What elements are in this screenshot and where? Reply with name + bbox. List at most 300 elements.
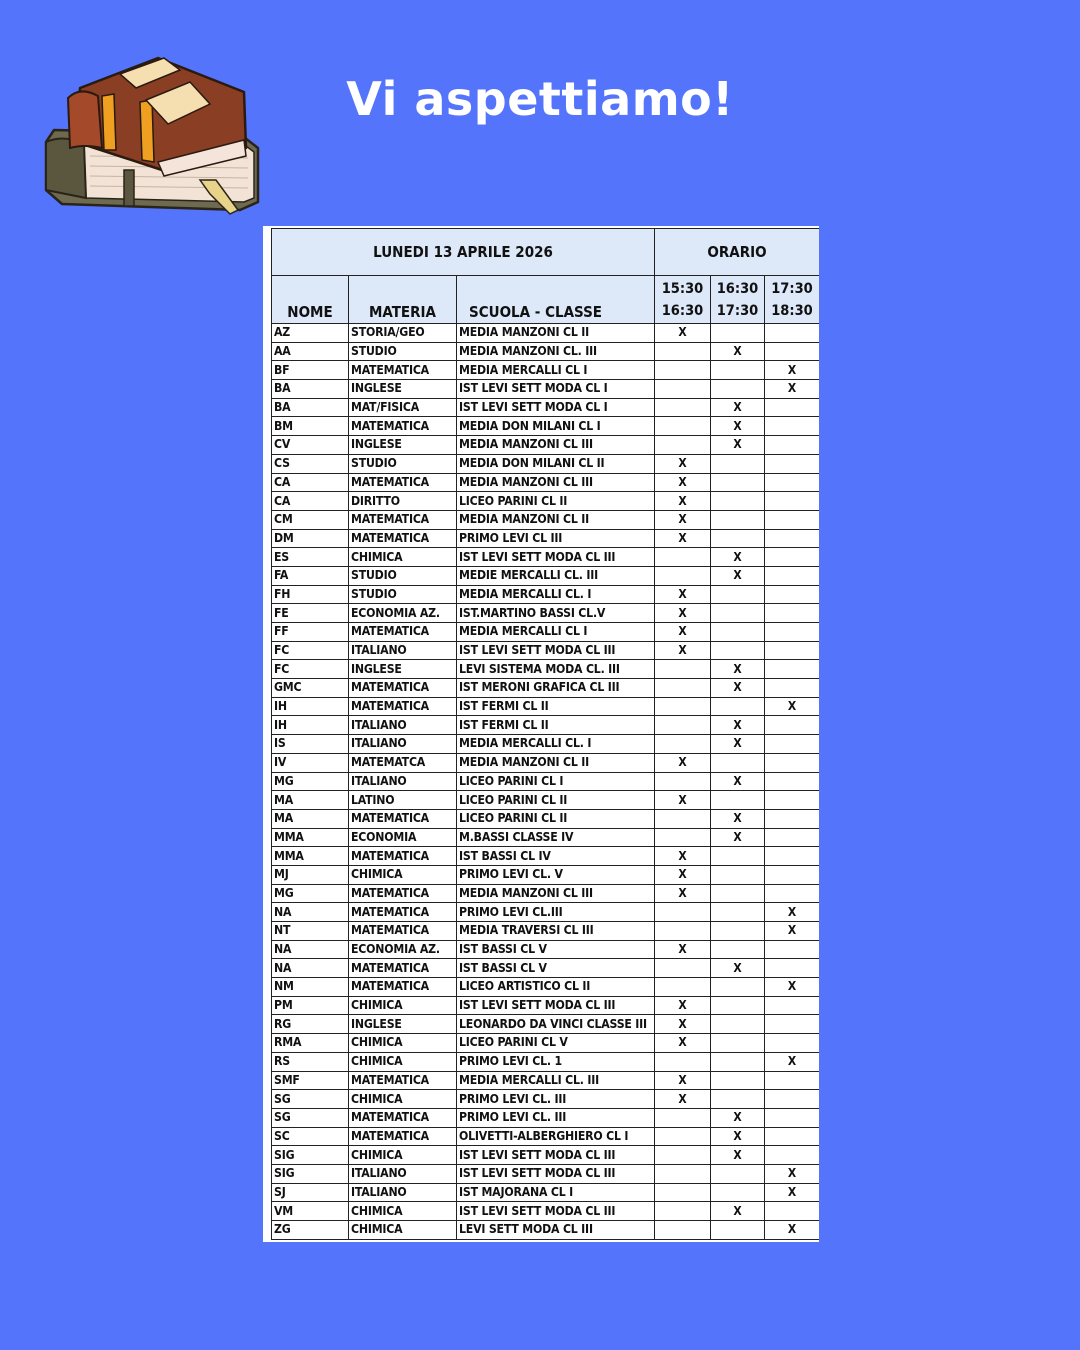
table-row (272, 940, 820, 959)
table-row (272, 828, 820, 847)
schedule-sheet (263, 226, 819, 1242)
table-row (272, 398, 820, 417)
cell-scuola: PRIMO LEVI CL.III (457, 903, 655, 922)
slot-start: 17:30 (771, 280, 813, 297)
slot-cell (655, 679, 711, 698)
cell-nome: DM (272, 529, 349, 548)
slot-mark: X (765, 922, 820, 941)
cell-materia: MATEMATICA (349, 922, 457, 941)
slot-mark: X (711, 716, 765, 735)
cell-scuola: PRIMO LEVI CL. III (457, 1090, 655, 1109)
slot-cell (765, 1090, 820, 1109)
slot-mark: X (655, 1034, 711, 1053)
cell-materia: MATEMATICA (349, 959, 457, 978)
slot-cell (765, 641, 820, 660)
cell-nome: FC (272, 641, 349, 660)
cell-nome: MG (272, 772, 349, 791)
slot-mark: X (655, 454, 711, 473)
cell-scuola: MEDIE MERCALLI CL. III (457, 566, 655, 585)
slot-mark: X (711, 1146, 765, 1165)
table-row (272, 1034, 820, 1053)
cell-materia: MATEMATICA (349, 510, 457, 529)
table-row (272, 697, 820, 716)
cell-scuola: MEDIA MERCALLI CL. I (457, 735, 655, 754)
table-row (272, 529, 820, 548)
cell-scuola: LICEO PARINI CL V (457, 1034, 655, 1053)
slot-mark: X (765, 1183, 820, 1202)
slot-cell (711, 791, 765, 810)
time-slot-header (765, 276, 820, 324)
slot-mark: X (765, 1164, 820, 1183)
cell-nome: SIG (272, 1146, 349, 1165)
cell-nome: MMA (272, 828, 349, 847)
slot-cell (765, 1146, 820, 1165)
slot-cell (711, 529, 765, 548)
cell-scuola: LEVI SISTEMA MODA CL. III (457, 660, 655, 679)
slot-cell (655, 1052, 711, 1071)
cell-materia: ECONOMIA AZ. (349, 940, 457, 959)
table-row (272, 342, 820, 361)
schedule-table (271, 228, 819, 1240)
slot-mark: X (711, 398, 765, 417)
cell-materia: ECONOMIA (349, 828, 457, 847)
slot-mark: X (765, 361, 820, 380)
cell-materia: STORIA/GEO (349, 324, 457, 343)
cell-scuola: MEDIA MANZONI CL. III (457, 342, 655, 361)
slot-mark: X (711, 417, 765, 436)
slot-mark: X (765, 1052, 820, 1071)
slot-cell (711, 1071, 765, 1090)
cell-scuola: LICEO PARINI CL II (457, 791, 655, 810)
cell-nome: MG (272, 884, 349, 903)
cell-materia: STUDIO (349, 566, 457, 585)
slot-mark: X (711, 809, 765, 828)
slot-mark: X (655, 473, 711, 492)
slot-cell (711, 1034, 765, 1053)
cell-scuola: OLIVETTI-ALBERGHIERO CL I (457, 1127, 655, 1146)
slot-mark: X (655, 510, 711, 529)
slot-mark: X (765, 380, 820, 399)
cell-scuola: MEDIA TRAVERSI CL III (457, 922, 655, 941)
cell-materia: MATEMATICA (349, 679, 457, 698)
table-row (272, 978, 820, 997)
date-title: LUNEDI 13 APRILE 2026 (272, 229, 655, 276)
slot-cell (655, 1221, 711, 1240)
cell-nome: SMF (272, 1071, 349, 1090)
cell-materia: ECONOMIA AZ. (349, 604, 457, 623)
slot-cell (765, 566, 820, 585)
slot-cell (711, 978, 765, 997)
slot-cell (765, 660, 820, 679)
table-row (272, 1221, 820, 1240)
cell-materia: MATEMATICA (349, 697, 457, 716)
table-row (272, 903, 820, 922)
cell-materia: MATEMATICA (349, 1108, 457, 1127)
slot-cell (655, 660, 711, 679)
table-row (272, 809, 820, 828)
cell-materia: CHIMICA (349, 1034, 457, 1053)
cell-nome: CV (272, 436, 349, 455)
table-row (272, 454, 820, 473)
slot-cell (711, 1221, 765, 1240)
slot-cell (711, 454, 765, 473)
slot-cell (765, 473, 820, 492)
cell-nome: ES (272, 548, 349, 567)
cell-materia: STUDIO (349, 342, 457, 361)
cell-scuola: MEDIA MERCALLI CL I (457, 361, 655, 380)
cell-materia: MATEMATICA (349, 623, 457, 642)
cell-nome: MJ (272, 865, 349, 884)
table-row (272, 566, 820, 585)
slot-cell (765, 1071, 820, 1090)
slot-cell (655, 735, 711, 754)
slot-cell (711, 1183, 765, 1202)
slot-cell (655, 417, 711, 436)
table-row (272, 735, 820, 754)
slot-cell (655, 978, 711, 997)
slot-mark: X (765, 1221, 820, 1240)
table-row (272, 1090, 820, 1109)
cell-materia: INGLESE (349, 436, 457, 455)
slot-start: 15:30 (661, 280, 704, 297)
table-row (272, 922, 820, 941)
cell-nome: IH (272, 716, 349, 735)
cell-scuola: MEDIA MANZONI CL III (457, 436, 655, 455)
slot-cell (765, 604, 820, 623)
slot-mark: X (655, 996, 711, 1015)
cell-scuola: MEDIA DON MILANI CL II (457, 454, 655, 473)
cell-scuola: PRIMO LEVI CL. III (457, 1108, 655, 1127)
slot-mark: X (765, 903, 820, 922)
slot-cell (655, 398, 711, 417)
cell-scuola: MEDIA MANZONI CL II (457, 324, 655, 343)
cell-materia: CHIMICA (349, 1221, 457, 1240)
cell-scuola: M.BASSI CLASSE IV (457, 828, 655, 847)
table-row (272, 716, 820, 735)
slot-cell (655, 1164, 711, 1183)
slot-cell (655, 566, 711, 585)
slot-mark: X (655, 641, 711, 660)
slot-cell (711, 996, 765, 1015)
cell-nome: NA (272, 940, 349, 959)
slot-mark: X (655, 884, 711, 903)
table-row (272, 753, 820, 772)
cell-nome: CS (272, 454, 349, 473)
slot-cell (711, 585, 765, 604)
table-row (272, 473, 820, 492)
slot-cell (765, 1108, 820, 1127)
cell-materia: CHIMICA (349, 865, 457, 884)
cell-scuola: IST FERMI CL II (457, 697, 655, 716)
slot-cell (711, 753, 765, 772)
cell-scuola: IST BASSI CL IV (457, 847, 655, 866)
cell-scuola: MEDIA MANZONI CL III (457, 473, 655, 492)
cell-materia: CHIMICA (349, 996, 457, 1015)
cell-nome: SG (272, 1090, 349, 1109)
cell-scuola: IST LEVI SETT MODA CL III (457, 1202, 655, 1221)
slot-cell (655, 1127, 711, 1146)
cell-nome: CA (272, 492, 349, 511)
slot-end: 16:30 (661, 302, 704, 319)
cell-nome: MA (272, 809, 349, 828)
slot-cell (655, 1146, 711, 1165)
cell-scuola: MEDIA MERCALLI CL. III (457, 1071, 655, 1090)
cell-materia: CHIMICA (349, 1202, 457, 1221)
slot-cell (765, 716, 820, 735)
cell-materia: INGLESE (349, 380, 457, 399)
slot-cell (711, 361, 765, 380)
slot-cell (711, 1015, 765, 1034)
slot-cell (765, 417, 820, 436)
cell-nome: FF (272, 623, 349, 642)
slot-cell (765, 1127, 820, 1146)
cell-materia: MATEMATICA (349, 1071, 457, 1090)
cell-nome: GMC (272, 679, 349, 698)
slot-cell (765, 342, 820, 361)
cell-scuola: PRIMO LEVI CL III (457, 529, 655, 548)
cell-nome: MMA (272, 847, 349, 866)
slot-cell (765, 510, 820, 529)
slot-mark: X (765, 978, 820, 997)
cell-nome: BA (272, 398, 349, 417)
table-row (272, 996, 820, 1015)
cell-scuola: PRIMO LEVI CL. V (457, 865, 655, 884)
time-slot-header (711, 276, 765, 324)
cell-scuola: LICEO PARINI CL II (457, 809, 655, 828)
table-row (272, 380, 820, 399)
slot-mark: X (711, 436, 765, 455)
cell-scuola: IST LEVI SETT MODA CL III (457, 1164, 655, 1183)
slot-cell (711, 324, 765, 343)
slot-mark: X (655, 1015, 711, 1034)
cell-materia: MATEMATICA (349, 903, 457, 922)
orario-title: ORARIO (655, 229, 820, 276)
cell-nome: AZ (272, 324, 349, 343)
cell-materia: MATEMATICA (349, 847, 457, 866)
cell-materia: MATEMATCA (349, 753, 457, 772)
slot-mark: X (655, 623, 711, 642)
cell-scuola: IST LEVI SETT MODA CL III (457, 641, 655, 660)
cell-scuola: IST LEVI SETT MODA CL I (457, 380, 655, 399)
cell-materia: CHIMICA (349, 1090, 457, 1109)
table-row (272, 1071, 820, 1090)
slot-cell (711, 492, 765, 511)
slot-cell (765, 735, 820, 754)
slot-mark: X (711, 1202, 765, 1221)
cell-scuola: IST FERMI CL II (457, 716, 655, 735)
table-row (272, 417, 820, 436)
cell-scuola: LEVI SETT MODA CL III (457, 1221, 655, 1240)
table-row (272, 1164, 820, 1183)
table-row (272, 510, 820, 529)
cell-materia: MATEMATICA (349, 529, 457, 548)
cell-nome: CA (272, 473, 349, 492)
table-row (272, 847, 820, 866)
slot-cell (711, 1052, 765, 1071)
slot-cell (711, 380, 765, 399)
cell-nome: NT (272, 922, 349, 941)
cell-nome: NM (272, 978, 349, 997)
cell-nome: NA (272, 903, 349, 922)
cell-scuola: LICEO ARTISTICO CL II (457, 978, 655, 997)
slot-cell (655, 903, 711, 922)
cell-scuola: MEDIA MANZONI CL II (457, 510, 655, 529)
slot-cell (655, 922, 711, 941)
cell-materia: MATEMATICA (349, 978, 457, 997)
slot-mark: X (655, 529, 711, 548)
table-row (272, 1052, 820, 1071)
slot-mark: X (765, 697, 820, 716)
cell-scuola: IST LEVI SETT MODA CL III (457, 1146, 655, 1165)
cell-scuola: MEDIA DON MILANI CL I (457, 417, 655, 436)
cell-nome: MA (272, 791, 349, 810)
table-row (272, 1183, 820, 1202)
cell-materia: MATEMATICA (349, 417, 457, 436)
cell-materia: DIRITTO (349, 492, 457, 511)
schedule-rows (272, 324, 820, 1240)
cell-materia: STUDIO (349, 454, 457, 473)
cell-materia: STUDIO (349, 585, 457, 604)
cell-nome: BF (272, 361, 349, 380)
cell-materia: MATEMATICA (349, 1127, 457, 1146)
table-row (272, 772, 820, 791)
cell-nome: SIG (272, 1164, 349, 1183)
slot-cell (765, 1034, 820, 1053)
slot-cell (655, 436, 711, 455)
slot-cell (765, 492, 820, 511)
cell-nome: SC (272, 1127, 349, 1146)
cell-materia: CHIMICA (349, 548, 457, 567)
cell-nome: IH (272, 697, 349, 716)
slot-mark: X (711, 566, 765, 585)
slot-mark: X (711, 1127, 765, 1146)
cell-scuola: LICEO PARINI CL II (457, 492, 655, 511)
slot-mark: X (711, 772, 765, 791)
cell-nome: ZG (272, 1221, 349, 1240)
slot-cell (765, 809, 820, 828)
cell-materia: CHIMICA (349, 1146, 457, 1165)
slot-cell (765, 1015, 820, 1034)
slot-cell (655, 716, 711, 735)
table-row (272, 1202, 820, 1221)
slot-cell (765, 847, 820, 866)
slot-cell (655, 1108, 711, 1127)
table-row (272, 548, 820, 567)
cell-materia: INGLESE (349, 660, 457, 679)
cell-scuola: IST LEVI SETT MODA CL III (457, 548, 655, 567)
slot-cell (711, 1090, 765, 1109)
slot-cell (711, 510, 765, 529)
slot-cell (711, 865, 765, 884)
slot-end: 18:30 (771, 302, 813, 319)
slot-cell (765, 679, 820, 698)
slot-mark: X (711, 1108, 765, 1127)
slot-cell (655, 342, 711, 361)
cell-nome: CM (272, 510, 349, 529)
cell-scuola: LICEO PARINI CL I (457, 772, 655, 791)
cell-scuola: IST.MARTINO BASSI CL.V (457, 604, 655, 623)
slot-cell (655, 1183, 711, 1202)
slot-mark: X (655, 940, 711, 959)
cell-nome: RS (272, 1052, 349, 1071)
table-row (272, 1146, 820, 1165)
slot-mark: X (655, 1090, 711, 1109)
slot-mark: X (711, 660, 765, 679)
table-row (272, 1015, 820, 1034)
slot-cell (765, 772, 820, 791)
slot-cell (655, 361, 711, 380)
slot-cell (765, 940, 820, 959)
cell-nome: BM (272, 417, 349, 436)
slot-cell (711, 903, 765, 922)
slot-mark: X (655, 324, 711, 343)
table-row (272, 604, 820, 623)
slot-cell (655, 959, 711, 978)
cell-materia: ITALIANO (349, 1183, 457, 1202)
table-row (272, 492, 820, 511)
cell-materia: LATINO (349, 791, 457, 810)
cell-nome: FA (272, 566, 349, 585)
slot-cell (765, 753, 820, 772)
slot-cell (765, 585, 820, 604)
slot-cell (711, 847, 765, 866)
cell-scuola: IST BASSI CL V (457, 940, 655, 959)
cell-scuola: IST MAJORANA CL I (457, 1183, 655, 1202)
cell-nome: RG (272, 1015, 349, 1034)
cell-scuola: MEDIA MANZONI CL II (457, 753, 655, 772)
slot-mark: X (655, 604, 711, 623)
slot-mark: X (711, 548, 765, 567)
slot-end: 17:30 (716, 302, 759, 319)
slot-mark: X (711, 959, 765, 978)
slot-mark: X (655, 847, 711, 866)
cell-nome: IV (272, 753, 349, 772)
col-header-scuola: SCUOLA - CLASSE (457, 276, 655, 324)
cell-materia: MAT/FISICA (349, 398, 457, 417)
cell-nome: VM (272, 1202, 349, 1221)
headline: Vi aspettiamo! (346, 72, 734, 126)
slot-cell (655, 809, 711, 828)
slot-cell (765, 548, 820, 567)
slot-cell (655, 548, 711, 567)
slot-mark: X (655, 753, 711, 772)
slot-cell (655, 772, 711, 791)
slot-cell (655, 828, 711, 847)
slot-cell (765, 959, 820, 978)
slot-cell (765, 623, 820, 642)
cell-materia: MATEMATICA (349, 884, 457, 903)
slot-cell (765, 324, 820, 343)
table-row (272, 436, 820, 455)
slot-cell (765, 791, 820, 810)
table-row (272, 324, 820, 343)
table-row (272, 865, 820, 884)
time-slot-header (655, 276, 711, 324)
table-row (272, 641, 820, 660)
cell-scuola: IST LEVI SETT MODA CL I (457, 398, 655, 417)
table-row (272, 679, 820, 698)
slot-cell (655, 697, 711, 716)
slot-cell (765, 996, 820, 1015)
slot-mark: X (711, 679, 765, 698)
table-row (272, 361, 820, 380)
cell-scuola: MEDIA MERCALLI CL. I (457, 585, 655, 604)
cell-materia: ITALIANO (349, 772, 457, 791)
cell-scuola: MEDIA MERCALLI CL I (457, 623, 655, 642)
cell-nome: RMA (272, 1034, 349, 1053)
table-row (272, 959, 820, 978)
slot-cell (711, 623, 765, 642)
